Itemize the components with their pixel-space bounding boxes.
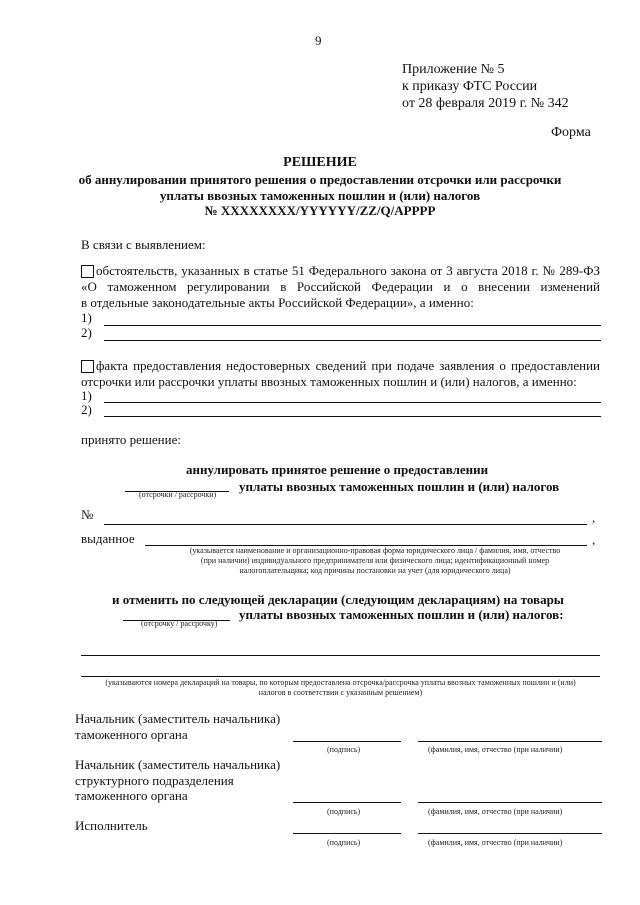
option-2-item-2-label: 2) (81, 402, 92, 417)
intro-text: В связи с выявлением: (81, 237, 206, 252)
option-1-checkbox[interactable] (81, 265, 94, 278)
appendix-line-3: от 28 февраля 2019 г. № 342 (402, 96, 569, 111)
number-label: № (81, 507, 94, 522)
option-1-item-1-field[interactable] (104, 325, 601, 326)
signer-2-role-line-1: Начальник (заместитель начальника) (75, 757, 281, 772)
signer-3-sign-hint: (подпись) (327, 838, 361, 847)
annul-type-hint: (отсрочки / рассрочки) (139, 490, 217, 499)
annul-line-2: уплаты ввозных таможенных пошлин и (или) налогов (239, 479, 560, 494)
option-2-item-2-field[interactable] (104, 416, 601, 417)
declarations-hint-line-2: налогов в соответствии с указанным решением) (258, 688, 423, 697)
signer-1-sign-hint: (подпись) (327, 745, 361, 754)
option-1-item-2-label: 2) (81, 325, 92, 340)
issued-hint-line-3: налогоплательщика; код причины постановки на учет (для юридического лица) (239, 566, 511, 575)
declarations-field-1[interactable] (81, 655, 600, 656)
signer-3-role-line-1: Исполнитель (75, 818, 148, 833)
declarations-hint-line-1: (указываются номера деклараций на товары, по которым предоставлена отсрочка/рассрочка уплаты ввозных таможенных пошлин и (или) (105, 678, 576, 687)
signer-2-sign-hint: (подпись) (327, 807, 361, 816)
appendix-line-2: к приказу ФТС России (402, 79, 538, 94)
issued-hint-line-2: (при наличии) индивидуального предпринимателя или физического лица; идентификационный номер (200, 556, 550, 565)
signer-3-name-field[interactable] (418, 833, 602, 834)
signer-1-role-line-1: Начальник (заместитель начальника) (75, 711, 281, 726)
signer-1-role-line-2: таможенного органа (75, 727, 188, 742)
declarations-field-2[interactable] (81, 676, 600, 677)
title-line-2: уплаты ввозных таможенных пошлин и (или) налогов (159, 188, 481, 203)
option-1-item-2-field[interactable] (104, 340, 601, 341)
issued-hint-line-1: (указывается наименование и организационно-правовая форма юридического лица / фамилия, имя, отчество (189, 546, 561, 555)
option-2-item-1-field[interactable] (104, 402, 601, 403)
document-title: РЕШЕНИЕ (283, 155, 357, 170)
annul-line-1: аннулировать принятое решение о предоставлении (186, 462, 489, 477)
signer-2-role-line-3: таможенного органа (75, 788, 188, 803)
option-2-line-2: отсрочки или рассрочки уплаты ввозных таможенных пошлин и (или) налогов, а именно: (81, 374, 577, 389)
option-2-checkbox[interactable] (81, 360, 94, 373)
signer-3-name-hint: (фамилия, имя, отчество (при наличии) (428, 838, 563, 847)
issued-label: выданное (81, 531, 135, 546)
document-number: № XXXXXXXX/YYYYYY/ZZ/Q/APPPP (204, 203, 436, 218)
appendix-line-1: Приложение № 5 (402, 62, 505, 77)
cancel-type-hint: (отсрочку / рассрочку) (141, 619, 218, 628)
form-label: Форма (551, 125, 591, 140)
issued-comma: , (592, 532, 596, 547)
option-1-line-1: обстоятельств, указанных в статье 51 Федерального закона от 3 августа 2018 г. № 289-ФЗ (96, 263, 600, 278)
option-1-line-2: «О таможенном регулировании в Российской Федерации и о внесении изменений (81, 279, 600, 294)
option-1-item-1-label: 1) (81, 310, 92, 325)
signer-2-signature-field[interactable] (293, 802, 401, 803)
page-number: 9 (315, 33, 322, 48)
option-1-line-3: в отдельные законодательные акты Российской Федерации», а именно: (81, 295, 474, 310)
option-2-item-1-label: 1) (81, 388, 92, 403)
signer-3-signature-field[interactable] (293, 833, 401, 834)
signer-2-name-field[interactable] (418, 802, 602, 803)
signer-1-name-hint: (фамилия, имя, отчество (при наличии) (428, 745, 563, 754)
decision-number-field[interactable] (104, 524, 587, 525)
signer-1-name-field[interactable] (418, 741, 602, 742)
number-comma: , (592, 510, 596, 525)
cancel-line-1: и отменить по следующей декларации (следующим декларациям) на товары (112, 592, 564, 607)
cancel-line-2: уплаты ввозных таможенных пошлин и (или) налогов: (239, 607, 564, 622)
signer-2-role-line-2: структурного подразделения (75, 773, 234, 788)
title-line-1: об аннулировании принятого решения о предоставлении отсрочки или рассрочки (78, 172, 562, 187)
signer-1-signature-field[interactable] (293, 741, 401, 742)
decision-intro: принято решение: (81, 432, 181, 447)
signer-2-name-hint: (фамилия, имя, отчество (при наличии) (428, 807, 563, 816)
option-2-line-1: факта предоставления недостоверных сведений при подаче заявления о предоставлении (96, 358, 600, 373)
